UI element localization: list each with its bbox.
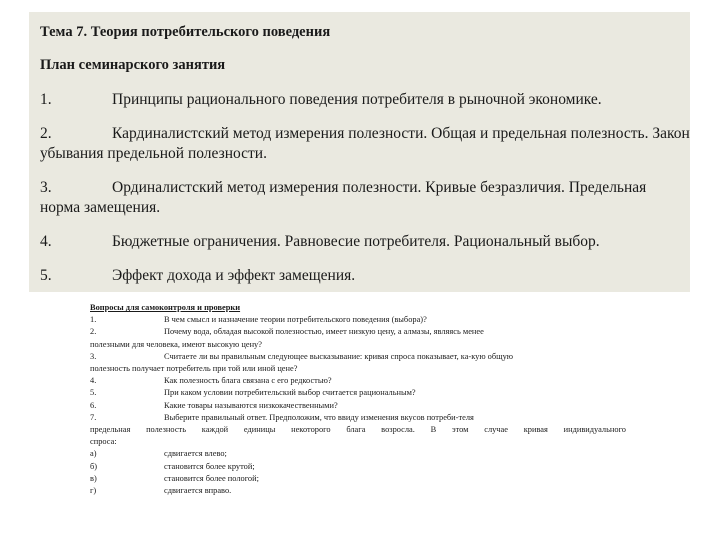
plan-item-1 xyxy=(40,90,690,110)
slide-panel xyxy=(29,12,690,292)
slide-subtitle: План семинарского занятия xyxy=(40,57,226,73)
question-2-continuation: полезными для человека, имеют высокую цену? xyxy=(90,339,262,349)
question-7-continuation: предельная полезность каждой единицы некоторого блага возросла. В этом случае кривая индивидуального xyxy=(90,425,626,435)
plan-item-4 xyxy=(40,232,690,252)
question-3: 3. Считаете ли вы правильным следующее высказывание: кривая спроса показывает, ка-кую общую xyxy=(90,351,514,361)
slide-title: Тема 7. Теория потребительского поведения xyxy=(40,24,331,40)
question-1: 1. В чем смысл и назначение теории потребительского поведения (выбора)? xyxy=(90,315,427,325)
plan-item-5 xyxy=(40,266,690,286)
plan-item-number: 1. xyxy=(40,91,52,108)
plan-item-number: 3. xyxy=(40,179,52,196)
plan-item-number: 5. xyxy=(40,267,52,284)
answer-option-a: а) сдвигается влево; xyxy=(90,449,227,459)
plan-item-text: Бюджетные ограничения. Равновесие потребителя. Рациональный выбор. xyxy=(112,233,600,250)
plan-item-text: Принципы рационального поведения потребителя в рыночной экономике. xyxy=(112,91,602,108)
questions-section xyxy=(90,302,626,497)
question-4: 4. Как полезность блага связана с его редкостью? xyxy=(90,376,332,386)
question-7: 7. Выберите правильный ответ. Предположим, что ввиду изменения вкусов потреби-теля xyxy=(90,412,474,422)
plan-item-text: Ординалистский метод измерения полезности. Кривые безразличия. Предельная норма замещения. xyxy=(40,179,647,216)
answer-option-d: г) сдвигается вправо. xyxy=(90,486,232,496)
plan-item-2 xyxy=(40,124,690,164)
question-3-continuation: полезность получает потребитель при той или иной цене? xyxy=(90,364,298,374)
answer-option-c: в) становится более пологой; xyxy=(90,473,259,483)
question-7-continuation-2: спроса: xyxy=(90,437,117,447)
plan-item-text: Кардиналистский метод измерения полезности. Общая и предельная полезность. Закон убывания предельной полезности. xyxy=(40,125,690,162)
plan-item-3 xyxy=(40,178,690,218)
plan-item-number: 4. xyxy=(40,233,52,250)
answer-option-b: б) становится более крутой; xyxy=(90,461,255,471)
question-5: 5. При каком условии потребительский выбор считается рациональным? xyxy=(90,388,416,398)
question-6: 6. Какие товары называются низкокачественными? xyxy=(90,400,338,410)
question-2: 2. Почему вода, обладая высокой полезностью, имеет низкую цену, а алмазы, являясь менее xyxy=(90,327,484,337)
questions-heading: Вопросы для самоконтроля и проверки xyxy=(90,303,241,312)
plan-item-number: 2. xyxy=(40,125,52,142)
plan-item-text: Эффект дохода и эффект замещения. xyxy=(112,267,356,284)
